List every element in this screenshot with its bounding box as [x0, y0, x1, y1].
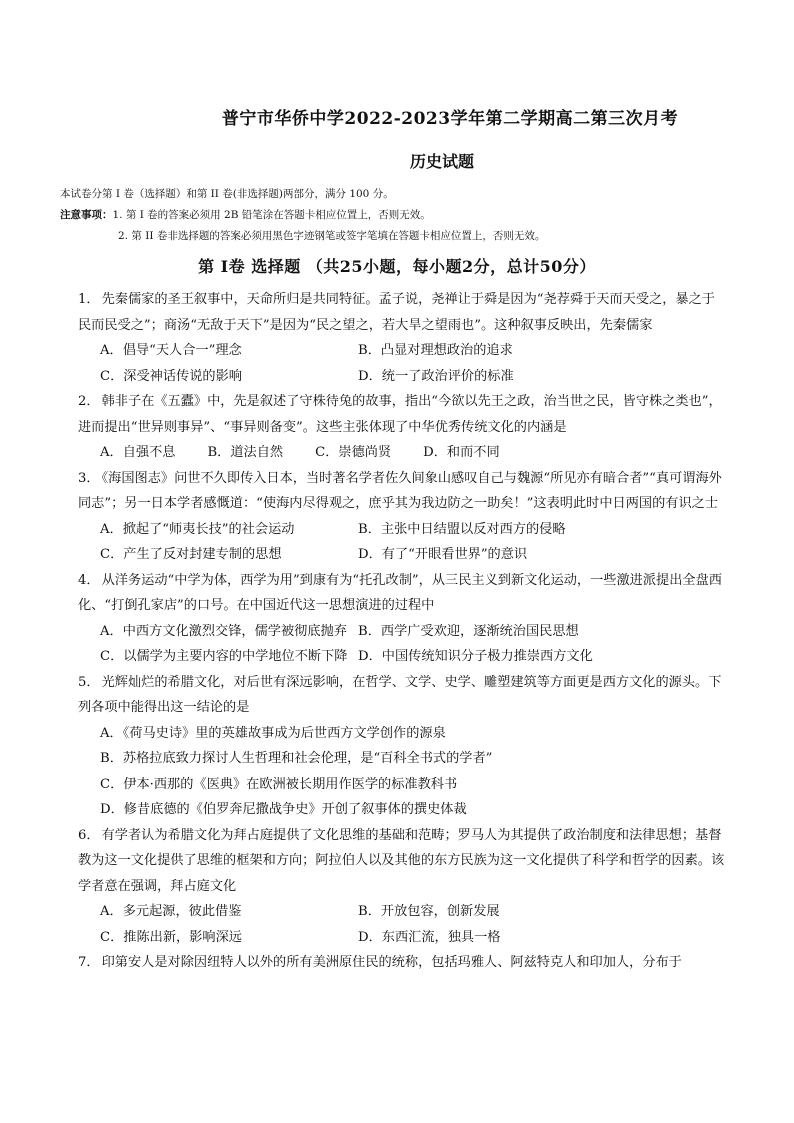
option-c: C．深受神话传说的影响 — [100, 368, 242, 384]
option-b: B．西学广受欢迎，逐渐统治国民思想 — [358, 623, 579, 639]
question-stem — [78, 670, 728, 721]
option-d: D．统一了政治评价的标准 — [358, 368, 514, 384]
question-number: 3． — [78, 470, 100, 486]
exam-title: 普宁市华侨中学2022-2023学年第二学期高二第三次月考 — [221, 109, 679, 129]
question-text: 先秦儒家的圣王叙事中，天命所归是共同特征。孟子说，尧禅让于舜是因为“尧荐舜于天而天受之，暴之于民而民受之”；商汤“无敌于天下”是因为“民之望之，若大旱之望雨也”。这种叙事反映出，先秦儒家 — [78, 292, 715, 333]
question-number: 6． — [78, 827, 100, 843]
question-stem — [78, 568, 728, 619]
question-list — [78, 287, 728, 976]
option-c: C．推陈出新，影响深远 — [100, 929, 242, 945]
question-text: 韩非子在《五蠹》中，先是叙述了守株待兔的故事，指出“今欲以先王之政，治当世之民，皆守株之类也”，进而提出“世异则事异”、“事异则备变”。这些主张体现了中华优秀传统文化的内涵是 — [78, 394, 722, 435]
question-4 — [78, 568, 728, 670]
option-d: D．东西汇流，独具一格 — [358, 929, 501, 945]
question-text: 从洋务运动“中学为体，西学为用”到康有为“托孔改制”，从三民主义到新文化运动，一些激进派提出全盘西化、“打倒孔家店”的口号。在中国近代这一思想演进的过程中 — [78, 572, 722, 613]
question-7 — [78, 950, 728, 976]
section-heading: 第 Ⅰ卷 选择题 （共25小题，每小题2分，总计50分） — [198, 257, 596, 276]
question-stem — [78, 823, 728, 900]
option-b: B．主张中日结盟以反对西方的侵略 — [358, 521, 566, 537]
option-c: C．伊本·西那的《医典》在欧洲被长期用作医学的标准教科书 — [100, 776, 458, 792]
question-number: 1． — [78, 292, 100, 307]
option-b: B．道法自然 — [207, 445, 284, 460]
question-stem — [78, 389, 728, 440]
option-b: B．开放包容，创新发展 — [358, 904, 500, 919]
notes-label: 注意事项： — [60, 209, 113, 221]
option-a: A．自强不息 — [100, 445, 176, 460]
question-text: 有学者认为希腊文化为拜占庭提供了文化思维的基础和范畴；罗马人为其提供了政治制度和法律思想；基督教为这一文化提供了思维的框架和方向；阿拉伯人以及其他的东方民族为这一文化提供了科学和哲学的因素。该学者意在强调，拜占庭文化 — [78, 827, 725, 894]
question-2 — [78, 389, 728, 466]
question-stem — [78, 466, 728, 517]
question-number: 4． — [78, 572, 100, 588]
question-6 — [78, 823, 728, 951]
notes-line-1 — [60, 205, 545, 226]
note-2: 2. 第 II 卷非选择题的答案必须用黑色字迹钢笔或签字笔填在答题卡相应位置上，否则无效。 — [118, 230, 546, 242]
question-stem — [78, 287, 728, 338]
option-a: A．掀起了“师夷长技”的社会运动 — [100, 521, 295, 537]
exam-instructions — [60, 184, 545, 247]
question-5 — [78, 670, 728, 823]
question-text: 印第安人是对除因纽特人以外的所有美洲原住民的统称，包括玛雅人、阿兹特克人和印加人，分布于 — [101, 955, 682, 970]
question-stem — [78, 950, 728, 976]
question-text: 光辉灿烂的希腊文化，对后世有深远影响，在哲学、文学、史学、雕塑建筑等方面更是西方文化的源头。下列各项中能得出这一结论的是 — [78, 674, 722, 715]
option-a: A．中西方文化激烈交锋，儒学被彻底抛弃 — [100, 623, 347, 639]
option-c: C．崇德尚贤 — [315, 445, 392, 460]
option-d: D．中国传统知识分子极力推崇西方文化 — [358, 649, 593, 664]
question-1 — [78, 287, 728, 389]
option-a: A．多元起源，彼此借鉴 — [100, 904, 242, 919]
option-c: C．以儒学为主要内容的中学地位不断下降 — [100, 649, 348, 664]
option-d: D．修昔底德的《伯罗奔尼撒战争史》开创了叙事体的撰史体裁 — [100, 802, 467, 817]
option-d: D．和而不同 — [423, 445, 500, 460]
question-text: 《海国图志》问世不久即传入日本，当时著名学者佐久间象山感叹自己与魏源“所见亦有暗合者”“真可谓海外同志”；另一日本学者感慨道：“使海内尽得观之，庶乎其为我边防之一助矣！”这表明此时中日两国的有识之士 — [78, 470, 722, 511]
question-number: 2． — [78, 394, 100, 409]
option-a: A．倡导“天人合一”理念 — [100, 343, 242, 358]
question-number: 5． — [78, 674, 100, 690]
question-number: 7． — [78, 955, 100, 970]
option-c: C．产生了反对封建专制的思想 — [100, 547, 282, 562]
option-a: A．《荷马史诗》里的英雄故事成为后世西方文学创作的源泉 — [100, 725, 446, 741]
option-b: B．苏格拉底致力探讨人生哲理和社会伦理，是“百科全书式的学者” — [100, 751, 493, 766]
note-1: 1. 第 I 卷的答案必须用 2B 铅笔涂在答题卡相应位置上，否则无效。 — [112, 209, 431, 221]
instruction-line: 本试卷分第 I 卷（选择题）和第 II 卷(非选择题)两部分，满分 100 分。 — [60, 188, 394, 200]
exam-subtitle: 历史试题 — [409, 152, 474, 171]
option-b: B．凸显对理想政治的追求 — [358, 343, 513, 358]
question-3 — [78, 466, 728, 568]
option-d: D．有了“开眼看世界”的意识 — [358, 547, 528, 562]
